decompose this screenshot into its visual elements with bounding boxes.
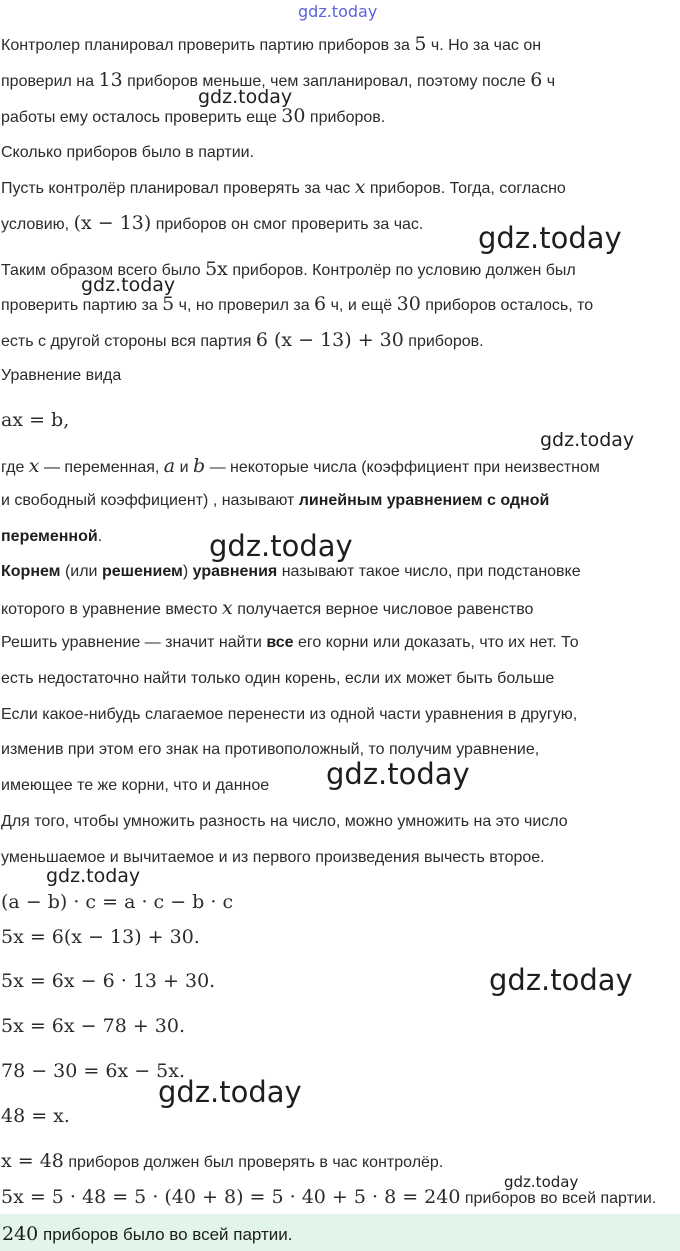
watermark: gdz.today	[158, 1075, 302, 1109]
theory-line: Для того, чтобы умножить разность на число, можно умножить на это число	[1, 813, 568, 830]
watermark: gdz.today	[504, 1173, 579, 1191]
solution-line: Таким образом всего было 5x приборов. Контролёр по условию должен был	[1, 258, 576, 280]
answer-box	[0, 1214, 680, 1251]
equation-step: 5x = 6x − 78 + 30.	[1, 1015, 185, 1037]
watermark: gdz.today	[209, 529, 353, 563]
solution-line: проверить партию за 5 ч, но проверил за 6 ч, и ещё 30 приборов осталось, то	[1, 293, 594, 315]
equation-step: 5x = 6x − 6 · 13 + 30.	[1, 970, 216, 992]
problem-line: работы ему осталось проверить еще 30 приборов.	[1, 105, 386, 127]
formula-linear-equation: ax = b,	[1, 409, 70, 431]
theory-line: Если какое-нибудь слагаемое перенести из одной части уравнения в другую,	[1, 706, 578, 723]
watermark: gdz.today	[478, 221, 622, 255]
equation-step: 5x = 6(x − 13) + 30.	[1, 926, 200, 948]
equation-result: 5x = 5 · 48 = 5 · (40 + 8) = 5 · 40 + 5 · 8 = 240 приборов во всей партии.	[1, 1186, 657, 1208]
equation-step: 48 = x.	[1, 1105, 70, 1127]
solution-line: Пусть контролёр планировал проверять за час x приборов. Тогда, согласно	[1, 176, 566, 198]
theory-line: переменной.	[1, 528, 103, 545]
problem-line: Контролер планировал проверить партию приборов за 5 ч. Но за час он	[1, 33, 542, 55]
answer-text: 240 приборов было во всей партии.	[2, 1223, 293, 1245]
theory-line: Решить уравнение — значит найти все его корни или доказать, что их нет. То	[1, 634, 579, 651]
solution-line: условию, (x − 13) приборов он смог проверить за час.	[1, 212, 424, 234]
equation-step: 78 − 30 = 6x − 5x.	[1, 1060, 185, 1082]
theory-line: Корнем (или решением) уравнения называют такое число, при подстановке	[1, 563, 581, 580]
theory-line: имеющее те же корни, что и данное	[1, 777, 270, 794]
problem-question: Сколько приборов было в партии.	[1, 144, 255, 161]
watermark: gdz.today	[540, 429, 635, 451]
equation-result: x = 48 приборов должен был проверять в час контролёр.	[1, 1150, 444, 1172]
theory-line: уменьшаемое и вычитаемое и из первого произведения вычесть второе.	[1, 849, 545, 866]
problem-line: проверил на 13 приборов меньше, чем запланировал, поэтому после 6 ч	[1, 69, 556, 91]
watermark: gdz.today	[198, 86, 293, 108]
watermark: gdz.today	[298, 2, 378, 21]
theory-line: Уравнение вида	[1, 367, 122, 384]
theory-line: которого в уравнение вместо x получается верное числовое равенство	[1, 597, 534, 619]
watermark: gdz.today	[46, 865, 141, 887]
theory-line: есть недостаточно найти только один корень, если их может быть больше	[1, 670, 555, 687]
watermark: gdz.today	[81, 274, 176, 296]
solution-line: есть с другой стороны вся партия 6 (x − 13) + 30 приборов.	[1, 329, 484, 351]
formula-distributive: (a − b) · c = a · c − b · c	[1, 891, 234, 913]
theory-line: изменив при этом его знак на противоположный, то получим уравнение,	[1, 741, 540, 758]
theory-line: где x — переменная, a и b — некоторые числа (коэффициент при неизвестном	[1, 455, 600, 477]
watermark: gdz.today	[489, 963, 633, 997]
watermark: gdz.today	[326, 757, 470, 791]
theory-line: и свободный коэффициент) , называют линейным уравнением с одной	[1, 492, 550, 509]
